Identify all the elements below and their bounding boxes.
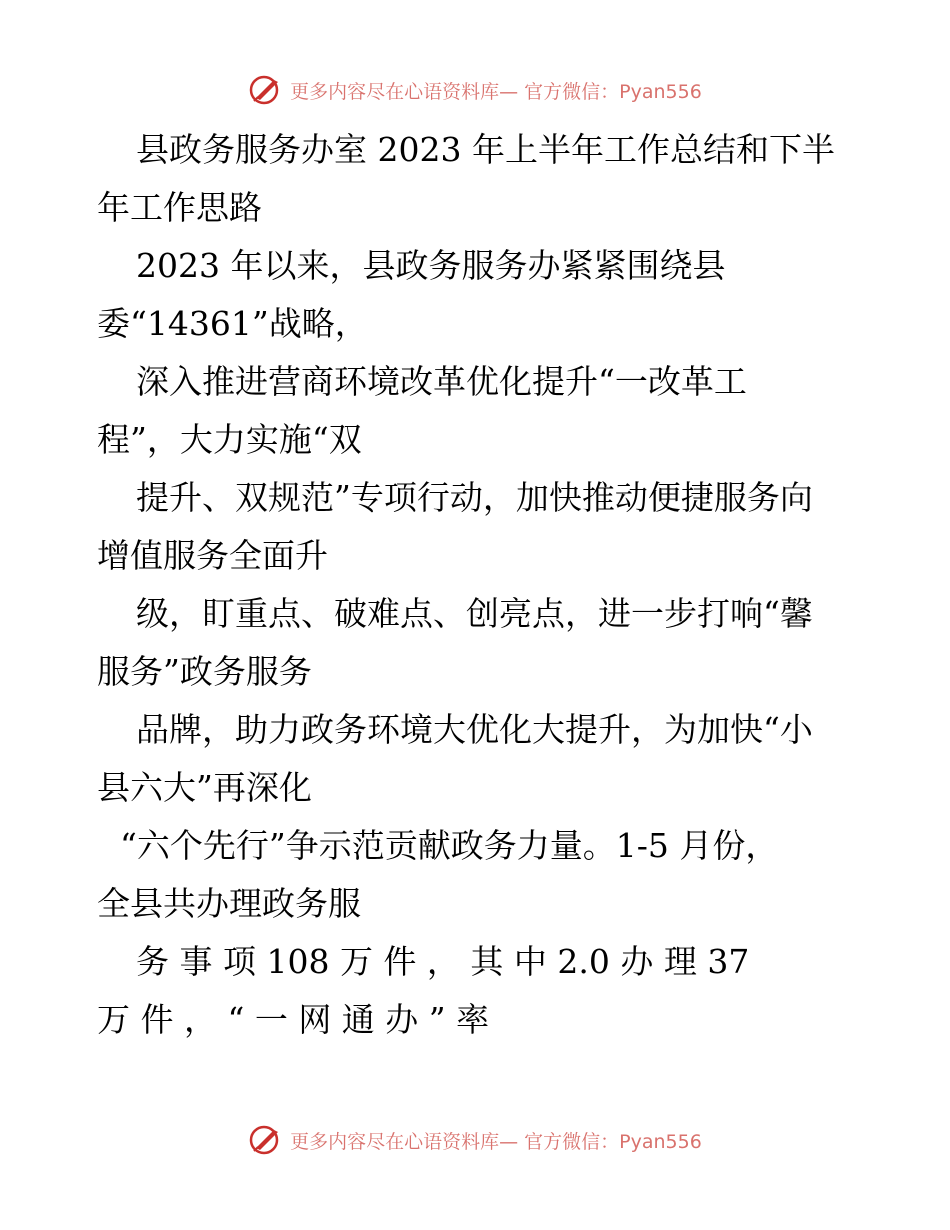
header-watermark (0, 74, 950, 106)
doc-line-15: 务 事 项 108 万 件 ， 其 中 2.0 办 理 37 (136, 942, 750, 981)
watermark-wechat: 官方微信：Pyan556 (524, 80, 702, 103)
watermark-wechat: 官方微信：Pyan556 (524, 1130, 702, 1153)
doc-line-3: 2023 年以来，县政务服务办紧紧围绕县 (136, 246, 726, 285)
watermark-text: 更多内容尽在心语资料库— (290, 1130, 519, 1153)
doc-line-6: 程”，大力实施“双 (97, 420, 362, 459)
doc-line-10: 服务”政务服务 (97, 652, 312, 691)
quill-pen-logo-icon (248, 74, 284, 106)
doc-line-12: 县六大”再深化 (97, 768, 312, 807)
doc-line-11: 品牌，助力政务环境大优化大提升，为加快“小 (136, 710, 813, 749)
doc-line-8: 增值服务全面升 (97, 536, 328, 575)
doc-line-4: 委“14361”战略， (97, 304, 368, 343)
doc-line-9: 级，盯重点、破难点、创亮点，进一步打响“馨 (136, 594, 813, 633)
quill-pen-logo-icon (248, 1124, 284, 1156)
doc-line-13: “六个先行”争示范贡献政务力量。1-5 月份， (120, 826, 779, 865)
doc-line-14: 全县共办理政务服 (97, 884, 361, 923)
footer-watermark (0, 1124, 950, 1156)
doc-line-5: 深入推进营商环境改革优化提升“一改革工 (136, 362, 747, 401)
doc-line-2: 年工作思路 (97, 188, 262, 227)
doc-line-1: 县政务服务办室 2023 年上半年工作总结和下半 (136, 130, 835, 169)
doc-line-7: 提升、双规范”专项行动，加快推动便捷服务向 (136, 478, 813, 517)
watermark-text: 更多内容尽在心语资料库— (290, 80, 519, 103)
doc-line-16: 万 件 ， “ 一 网 通 办 ” 率 (97, 1000, 490, 1039)
